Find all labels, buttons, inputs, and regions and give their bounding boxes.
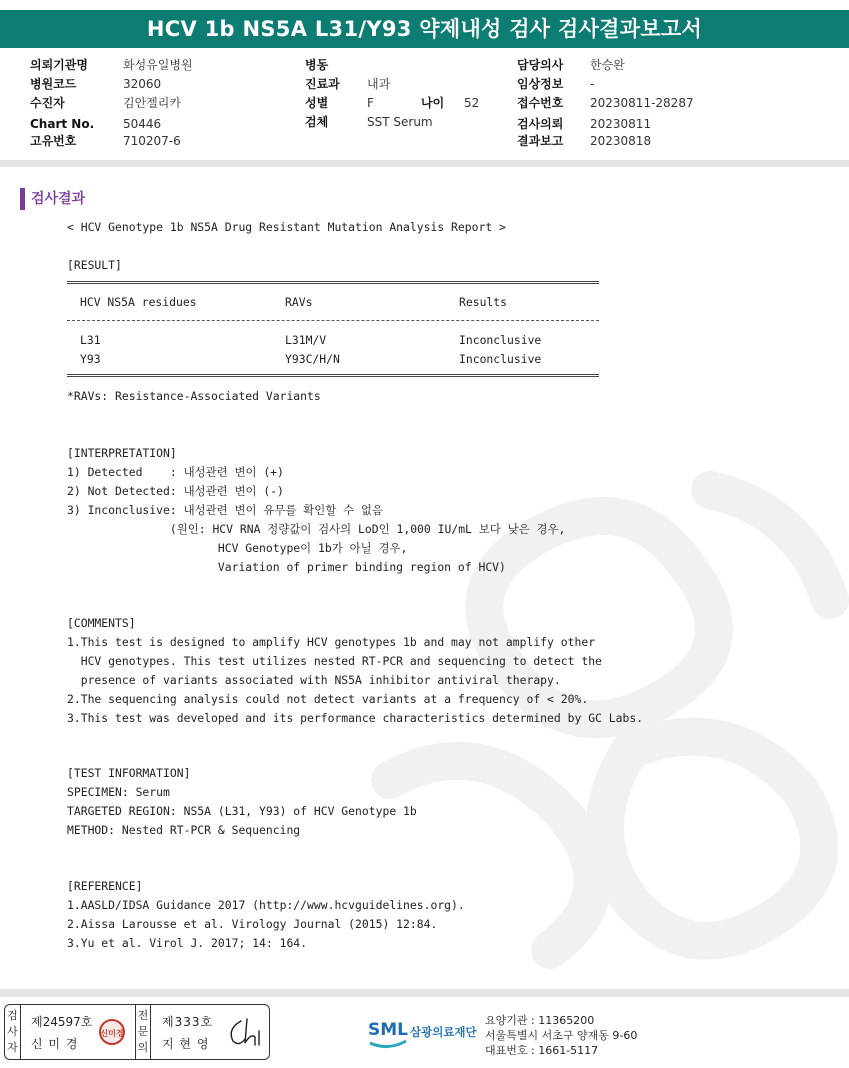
interpretation-line: Variation of primer binding region of HCV) — [67, 560, 506, 574]
result-label: [RESULT] — [67, 258, 122, 272]
info-label: 결과보고 — [517, 134, 564, 148]
interpretation-line: (원인: HCV RNA 정량값이 검사의 LoD인 1,000 IU/mL 보다 낮은 경우, — [67, 522, 566, 536]
org-info-line: 요양기관 : 11365200 — [485, 1014, 595, 1027]
org-info-line: 대표번호 : 1661-5117 — [485, 1044, 599, 1057]
header-separator — [0, 160, 849, 167]
section-title-results: 검사결과 — [20, 188, 85, 210]
info-label: 의뢰기관명 — [30, 58, 88, 72]
table-cell: Inconclusive — [459, 333, 542, 347]
info-value: 710207-6 — [123, 134, 181, 148]
info-label: 진료과 — [305, 77, 340, 91]
org-info — [485, 1013, 637, 1058]
info-label: 성별 — [305, 96, 329, 110]
comment-line: 3.This test was developed and its performance characteristics determined by GC Labs. — [67, 711, 644, 725]
info-label: 병원코드 — [30, 77, 77, 91]
info-value: 화성유일병원 — [123, 58, 193, 72]
svg-text:신미경: 신미경 — [100, 1029, 124, 1038]
info-value: 50446 — [123, 117, 162, 131]
interpretation-line: [INTERPRETATION] — [67, 446, 177, 460]
info-label: 임상정보 — [517, 77, 564, 91]
info-label: 고유번호 — [30, 134, 77, 148]
table-header-rule — [67, 320, 599, 321]
table-cell: Inconclusive — [459, 352, 542, 366]
table-header-ravs: RAVs — [285, 295, 313, 309]
table-top-rule — [67, 281, 599, 284]
test-info-line: METHOD: Nested RT-PCR & Sequencing — [67, 823, 301, 837]
table-cell: Y93 — [80, 352, 101, 366]
test-info-line: TARGETED REGION: NS5A (L31, Y93) of HCV Genotype 1b — [67, 804, 417, 818]
report-title: HCV 1b NS5A L31/Y93 약제내성 검사 검사결과보고서 — [0, 10, 849, 48]
comment-line: 2.The sequencing analysis could not detect variants at a frequency of < 20%. — [67, 692, 589, 706]
info-label: 검체 — [305, 115, 329, 129]
info-value: 20230811 — [590, 117, 652, 131]
org-name: 삼광의료재단 — [410, 1025, 477, 1039]
table-cell: Y93C/H/N — [285, 352, 340, 366]
info-value: 한승완 — [590, 58, 625, 72]
specialist-name: 지 현 영 — [162, 1037, 210, 1051]
info-label: Chart No. — [30, 117, 95, 131]
patient-info-header — [0, 56, 849, 156]
org-info-line: 서울특별시 서초구 양재동 9-60 — [485, 1029, 638, 1042]
info-label: 병동 — [305, 58, 329, 72]
comment-line: [COMMENTS] — [67, 616, 136, 630]
info-value: SST Serum — [367, 115, 433, 129]
age-value: 52 — [464, 96, 480, 110]
comment-line: HCV genotypes. This test utilizes nested RT-PCR and sequencing to detect the — [67, 654, 602, 668]
reference-line: [REFERENCE] — [67, 879, 143, 893]
info-value: 김안젤리카 — [123, 96, 181, 110]
age-label: 나이 — [421, 96, 445, 110]
interpretation-line: 2) Not Detected: 내성관련 변이 (-) — [67, 484, 284, 498]
test-info-line: SPECIMEN: Serum — [67, 785, 170, 799]
test-info-line: [TEST INFORMATION] — [67, 766, 191, 780]
info-value: 32060 — [123, 77, 162, 91]
tester-seal-icon — [98, 1018, 126, 1046]
info-value: F — [367, 96, 374, 110]
report-heading: < HCV Genotype 1b NS5A Drug Resistant Mutation Analysis Report > — [67, 220, 506, 234]
table-bottom-rule — [67, 374, 599, 377]
specialist-signature-icon — [225, 1015, 265, 1049]
rav-footnote: *RAVs: Resistance-Associated Variants — [67, 389, 321, 403]
specialist-label — [135, 1005, 151, 1059]
info-value: - — [590, 77, 595, 91]
info-label: 담당의사 — [517, 58, 564, 72]
tester-license: 제24597호 — [31, 1015, 93, 1029]
sml-logo-icon — [366, 1013, 410, 1051]
table-header-residues: HCV NS5A residues — [80, 295, 197, 309]
reference-line: 2.Aissa Larousse et al. Virology Journal (2015) 12:84. — [67, 917, 438, 931]
specialist-label-text: 전문의 — [137, 1009, 149, 1054]
table-cell: L31 — [80, 333, 101, 347]
tester-label-text: 검사자 — [7, 1009, 18, 1054]
comment-line: 1.This test is designed to amplify HCV genotypes 1b and may not amplify other — [67, 635, 596, 649]
table-header-results: Results — [459, 295, 508, 309]
footer-separator — [0, 989, 849, 997]
sml-logo-text: SML — [368, 1020, 408, 1040]
tester-label — [5, 1005, 21, 1059]
specialist-license: 제333호 — [162, 1015, 214, 1029]
info-value: 20230818 — [590, 134, 652, 148]
reference-line: 1.AASLD/IDSA Guidance 2017 (http://www.hcvguidelines.org). — [67, 898, 465, 912]
interpretation-line: 3) Inconclusive: 내성관련 변이 유무를 확인할 수 없음 — [67, 503, 383, 517]
interpretation-line: 1) Detected : 내성관련 변이 (+) — [67, 465, 284, 479]
signature-box — [4, 1004, 270, 1060]
info-label: 접수번호 — [517, 96, 564, 110]
info-value: 20230811-28287 — [590, 96, 694, 110]
reference-line: 3.Yu et al. Virol J. 2017; 14: 164. — [67, 936, 308, 950]
info-value: 내과 — [367, 77, 391, 91]
interpretation-line: HCV Genotype이 1b가 아닐 경우, — [67, 541, 408, 555]
info-label: 검사의뢰 — [517, 117, 564, 131]
tester-name: 신 미 경 — [31, 1037, 79, 1051]
comment-line: presence of variants associated with NS5A inhibitor antiviral therapy. — [67, 673, 561, 687]
info-label: 수진자 — [30, 96, 65, 110]
table-cell: L31M/V — [285, 333, 327, 347]
